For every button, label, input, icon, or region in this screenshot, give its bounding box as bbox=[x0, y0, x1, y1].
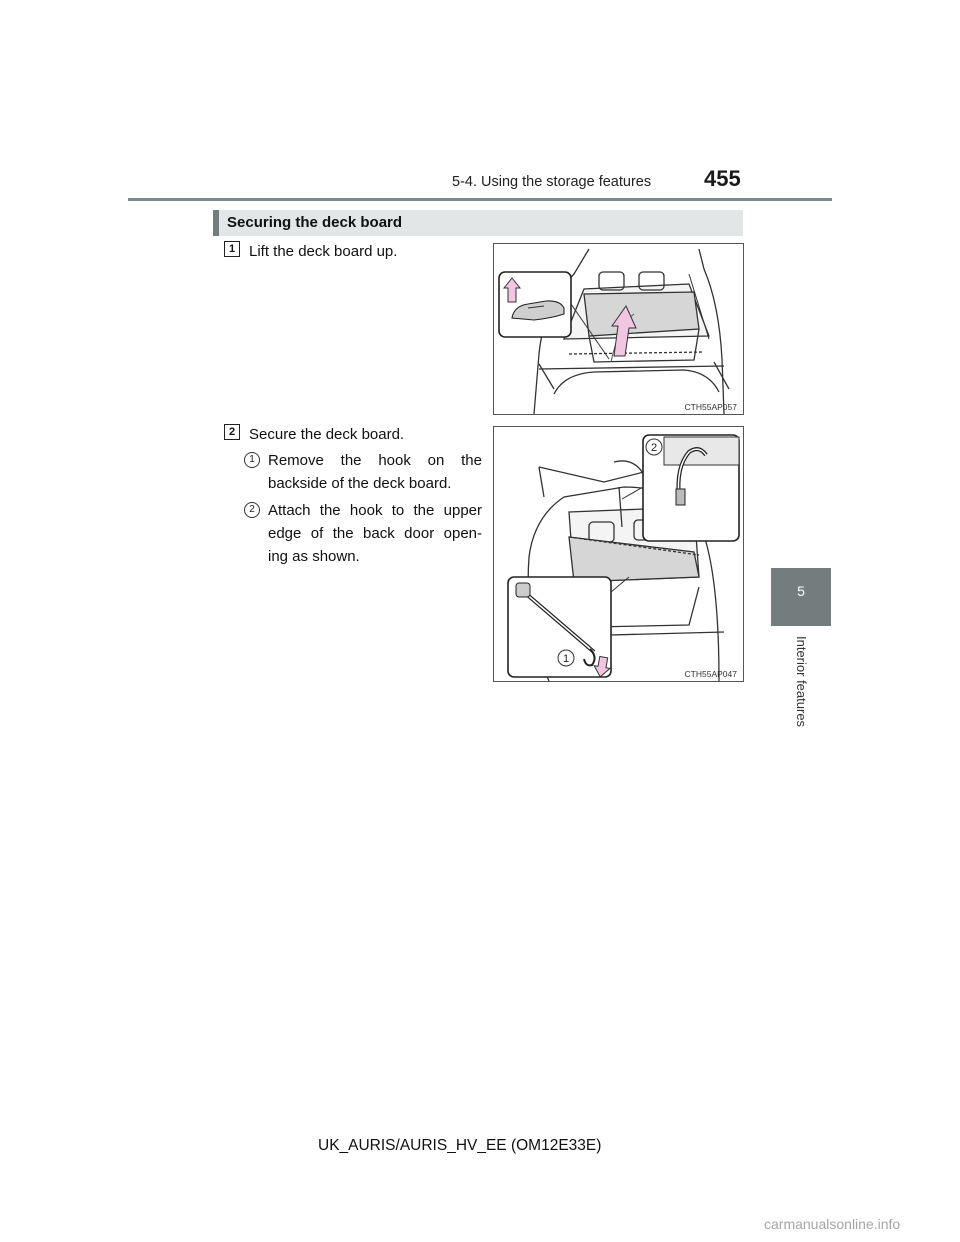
callout-number: 2 bbox=[650, 442, 658, 454]
substep-text-line: Attach the hook to the upper bbox=[268, 502, 482, 519]
substep-text-line: backside of the deck board. bbox=[268, 475, 452, 492]
watermark: carmanualsonline.info bbox=[764, 1216, 901, 1232]
figure-secure-hook bbox=[493, 426, 744, 682]
figure-code: CTH55AP057 bbox=[684, 402, 737, 412]
substep-text-line: ing as shown. bbox=[268, 548, 360, 565]
section-title: Securing the deck board bbox=[227, 214, 403, 231]
car-hook-illustration bbox=[494, 427, 743, 681]
substep-text-line: edge of the back door open- bbox=[268, 525, 482, 542]
running-head: 5-4. Using the storage features bbox=[452, 174, 652, 190]
step-number-box: 1 bbox=[224, 241, 240, 257]
substep-number: 2 bbox=[244, 502, 260, 518]
section-accent bbox=[213, 210, 219, 236]
step-text: Secure the deck board. bbox=[249, 426, 405, 443]
chapter-number: 5 bbox=[797, 583, 805, 599]
footer-model-code: UK_AURIS/AURIS_HV_EE (OM12E33E) bbox=[318, 1137, 602, 1154]
callout-number: 1 bbox=[562, 653, 570, 665]
page-number: 455 bbox=[704, 166, 741, 191]
car-rear-illustration bbox=[494, 244, 743, 414]
chapter-label: Interior features bbox=[794, 636, 809, 728]
step-number-box: 2 bbox=[224, 424, 240, 440]
figure-code: CTH55AP047 bbox=[684, 669, 737, 679]
header-rule bbox=[128, 198, 832, 201]
substep-number: 1 bbox=[244, 452, 260, 468]
figure-lift-deck-board bbox=[493, 243, 744, 415]
step-text: Lift the deck board up. bbox=[249, 243, 398, 260]
substep-text-line: Remove the hook on the bbox=[268, 452, 482, 469]
section-heading bbox=[213, 210, 743, 236]
